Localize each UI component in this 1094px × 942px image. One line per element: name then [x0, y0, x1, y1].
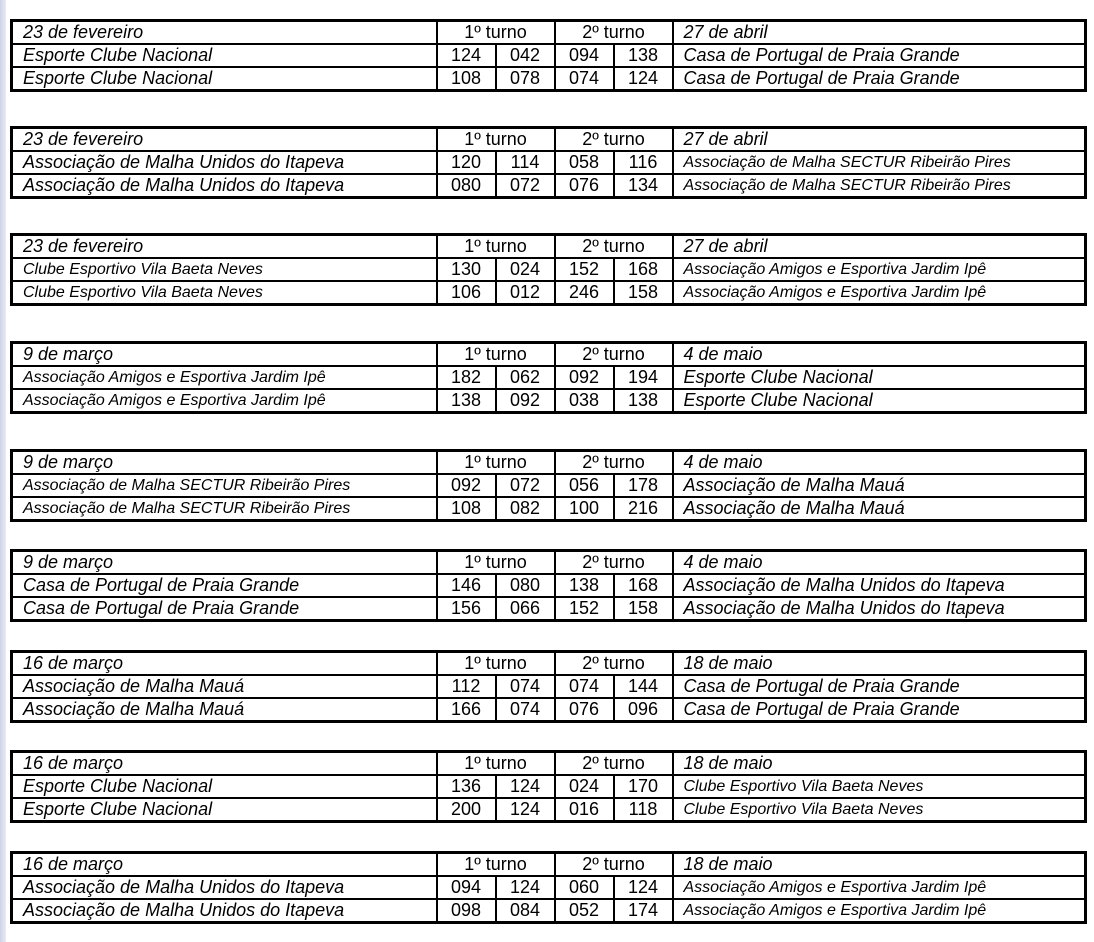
- score-cell: 194: [614, 366, 673, 389]
- match-table: [10, 851, 1087, 924]
- second-turn-label: 2º turno: [555, 652, 673, 676]
- team-left: Esporte Clube Nacional: [12, 775, 437, 798]
- match-header-row: [12, 21, 1086, 45]
- table-row: [12, 675, 1086, 698]
- score-cell: 130: [437, 258, 496, 281]
- table-row: [12, 258, 1086, 281]
- score-cell: 106: [437, 281, 496, 305]
- score-cell: 078: [496, 67, 555, 91]
- match-table: [10, 341, 1087, 414]
- score-cell: 158: [614, 597, 673, 621]
- date-first-turn: 9 de março: [12, 343, 437, 367]
- first-turn-label: 1º turno: [437, 853, 555, 877]
- date-second-turn: 27 de abril: [673, 128, 1086, 152]
- score-cell: 124: [437, 44, 496, 67]
- score-cell: 112: [437, 675, 496, 698]
- second-turn-label: 2º turno: [555, 853, 673, 877]
- score-cell: 246: [555, 281, 614, 305]
- score-cell: 092: [437, 474, 496, 497]
- score-cell: 168: [614, 258, 673, 281]
- date-second-turn: 4 de maio: [673, 551, 1086, 575]
- score-cell: 178: [614, 474, 673, 497]
- team-right: Associação Amigos e Esportiva Jardim Ipê: [673, 258, 1086, 281]
- score-cell: 146: [437, 574, 496, 597]
- team-left: Esporte Clube Nacional: [12, 67, 437, 91]
- team-left: Casa de Portugal de Praia Grande: [12, 597, 437, 621]
- score-cell: 156: [437, 597, 496, 621]
- team-right: Casa de Portugal de Praia Grande: [673, 44, 1086, 67]
- team-right: Associação de Malha Mauá: [673, 497, 1086, 521]
- team-right: Associação Amigos e Esportiva Jardim Ipê: [673, 899, 1086, 923]
- date-first-turn: 16 de março: [12, 853, 437, 877]
- team-left: Associação Amigos e Esportiva Jardim Ipê: [12, 366, 437, 389]
- score-cell: 094: [437, 876, 496, 899]
- score-cell: 116: [614, 151, 673, 174]
- team-right: Associação de Malha SECTUR Ribeirão Pires: [673, 151, 1086, 174]
- team-right: Associação de Malha Unidos do Itapeva: [673, 597, 1086, 621]
- first-turn-label: 1º turno: [437, 128, 555, 152]
- match-header-row: [12, 752, 1086, 776]
- score-cell: 134: [614, 174, 673, 198]
- score-cell: 092: [555, 366, 614, 389]
- score-cell: 042: [496, 44, 555, 67]
- table-row: [12, 281, 1086, 305]
- score-cell: 170: [614, 775, 673, 798]
- score-cell: 038: [555, 389, 614, 413]
- date-second-turn: 27 de abril: [673, 235, 1086, 259]
- score-cell: 216: [614, 497, 673, 521]
- second-turn-label: 2º turno: [555, 128, 673, 152]
- table-row: [12, 389, 1086, 413]
- score-cell: 138: [437, 389, 496, 413]
- second-turn-label: 2º turno: [555, 21, 673, 45]
- score-cell: 076: [555, 698, 614, 722]
- second-turn-label: 2º turno: [555, 235, 673, 259]
- team-right: Associação de Malha SECTUR Ribeirão Pires: [673, 174, 1086, 198]
- score-cell: 152: [555, 258, 614, 281]
- score-cell: 016: [555, 798, 614, 822]
- match-header-row: [12, 853, 1086, 877]
- date-second-turn: 18 de maio: [673, 652, 1086, 676]
- score-cell: 096: [614, 698, 673, 722]
- left-edge-strip: [0, 0, 6, 942]
- team-right: Casa de Portugal de Praia Grande: [673, 675, 1086, 698]
- score-cell: 114: [496, 151, 555, 174]
- team-right: Esporte Clube Nacional: [673, 366, 1086, 389]
- date-first-turn: 16 de março: [12, 652, 437, 676]
- team-left: Clube Esportivo Vila Baeta Neves: [12, 258, 437, 281]
- date-second-turn: 18 de maio: [673, 853, 1086, 877]
- first-turn-label: 1º turno: [437, 551, 555, 575]
- score-cell: 080: [496, 574, 555, 597]
- team-right: Associação de Malha Mauá: [673, 474, 1086, 497]
- team-right: Clube Esportivo Vila Baeta Neves: [673, 775, 1086, 798]
- score-cell: 062: [496, 366, 555, 389]
- score-cell: 074: [555, 675, 614, 698]
- team-left: Associação de Malha Unidos do Itapeva: [12, 151, 437, 174]
- team-left: Esporte Clube Nacional: [12, 798, 437, 822]
- team-right: Esporte Clube Nacional: [673, 389, 1086, 413]
- score-cell: 074: [555, 67, 614, 91]
- team-right: Clube Esportivo Vila Baeta Neves: [673, 798, 1086, 822]
- score-cell: 166: [437, 698, 496, 722]
- date-first-turn: 23 de fevereiro: [12, 128, 437, 152]
- score-cell: 182: [437, 366, 496, 389]
- score-cell: 138: [555, 574, 614, 597]
- date-first-turn: 16 de março: [12, 752, 437, 776]
- date-first-turn: 9 de março: [12, 551, 437, 575]
- team-left: Associação de Malha Mauá: [12, 675, 437, 698]
- score-cell: 120: [437, 151, 496, 174]
- score-cell: 168: [614, 574, 673, 597]
- match-table: [10, 750, 1087, 823]
- table-row: [12, 497, 1086, 521]
- match-table: [10, 19, 1087, 92]
- score-cell: 074: [496, 698, 555, 722]
- team-left: Clube Esportivo Vila Baeta Neves: [12, 281, 437, 305]
- score-cell: 056: [555, 474, 614, 497]
- date-first-turn: 23 de fevereiro: [12, 21, 437, 45]
- score-cell: 080: [437, 174, 496, 198]
- score-cell: 082: [496, 497, 555, 521]
- score-cell: 024: [555, 775, 614, 798]
- date-first-turn: 9 de março: [12, 451, 437, 475]
- score-cell: 092: [496, 389, 555, 413]
- score-cell: 144: [614, 675, 673, 698]
- score-cell: 076: [555, 174, 614, 198]
- score-cell: 084: [496, 899, 555, 923]
- table-row: [12, 597, 1086, 621]
- table-row: [12, 574, 1086, 597]
- team-right: Associação Amigos e Esportiva Jardim Ipê: [673, 281, 1086, 305]
- score-cell: 152: [555, 597, 614, 621]
- team-right: Casa de Portugal de Praia Grande: [673, 67, 1086, 91]
- table-row: [12, 474, 1086, 497]
- team-left: Associação de Malha SECTUR Ribeirão Pires: [12, 474, 437, 497]
- table-row: [12, 174, 1086, 198]
- match-header-row: [12, 235, 1086, 259]
- score-cell: 158: [614, 281, 673, 305]
- score-cell: 136: [437, 775, 496, 798]
- table-row: [12, 775, 1086, 798]
- score-cell: 098: [437, 899, 496, 923]
- team-left: Associação de Malha SECTUR Ribeirão Pires: [12, 497, 437, 521]
- table-row: [12, 876, 1086, 899]
- first-turn-label: 1º turno: [437, 451, 555, 475]
- first-turn-label: 1º turno: [437, 21, 555, 45]
- score-cell: 074: [496, 675, 555, 698]
- score-cell: 124: [614, 876, 673, 899]
- score-cell: 066: [496, 597, 555, 621]
- score-cell: 124: [496, 775, 555, 798]
- team-right: Associação de Malha Unidos do Itapeva: [673, 574, 1086, 597]
- score-cell: 058: [555, 151, 614, 174]
- team-left: Associação de Malha Unidos do Itapeva: [12, 174, 437, 198]
- table-row: [12, 899, 1086, 923]
- table-row: [12, 366, 1086, 389]
- team-left: Associação Amigos e Esportiva Jardim Ipê: [12, 389, 437, 413]
- second-turn-label: 2º turno: [555, 343, 673, 367]
- score-cell: 138: [614, 44, 673, 67]
- match-header-row: [12, 652, 1086, 676]
- table-row: [12, 151, 1086, 174]
- table-row: [12, 698, 1086, 722]
- team-left: Esporte Clube Nacional: [12, 44, 437, 67]
- first-turn-label: 1º turno: [437, 652, 555, 676]
- score-cell: 124: [496, 876, 555, 899]
- table-row: [12, 67, 1086, 91]
- team-left: Associação de Malha Unidos do Itapeva: [12, 876, 437, 899]
- match-table: [10, 650, 1087, 723]
- team-left: Casa de Portugal de Praia Grande: [12, 574, 437, 597]
- team-right: Casa de Portugal de Praia Grande: [673, 698, 1086, 722]
- date-second-turn: 4 de maio: [673, 343, 1086, 367]
- match-table: [10, 549, 1087, 622]
- score-cell: 108: [437, 67, 496, 91]
- date-second-turn: 4 de maio: [673, 451, 1086, 475]
- score-cell: 052: [555, 899, 614, 923]
- score-cell: 124: [614, 67, 673, 91]
- score-cell: 072: [496, 474, 555, 497]
- first-turn-label: 1º turno: [437, 235, 555, 259]
- second-turn-label: 2º turno: [555, 451, 673, 475]
- score-cell: 200: [437, 798, 496, 822]
- second-turn-label: 2º turno: [555, 551, 673, 575]
- match-header-row: [12, 343, 1086, 367]
- team-right: Associação Amigos e Esportiva Jardim Ipê: [673, 876, 1086, 899]
- match-header-row: [12, 128, 1086, 152]
- date-second-turn: 18 de maio: [673, 752, 1086, 776]
- score-cell: 108: [437, 497, 496, 521]
- team-left: Associação de Malha Mauá: [12, 698, 437, 722]
- score-cell: 138: [614, 389, 673, 413]
- score-cell: 124: [496, 798, 555, 822]
- match-table: [10, 449, 1087, 522]
- table-row: [12, 798, 1086, 822]
- score-cell: 118: [614, 798, 673, 822]
- score-cell: 094: [555, 44, 614, 67]
- score-cell: 060: [555, 876, 614, 899]
- team-left: Associação de Malha Unidos do Itapeva: [12, 899, 437, 923]
- date-first-turn: 23 de fevereiro: [12, 235, 437, 259]
- match-header-row: [12, 451, 1086, 475]
- match-table: [10, 126, 1087, 199]
- first-turn-label: 1º turno: [437, 752, 555, 776]
- first-turn-label: 1º turno: [437, 343, 555, 367]
- score-cell: 072: [496, 174, 555, 198]
- score-cell: 174: [614, 899, 673, 923]
- match-header-row: [12, 551, 1086, 575]
- table-row: [12, 44, 1086, 67]
- match-table: [10, 233, 1087, 306]
- score-cell: 100: [555, 497, 614, 521]
- second-turn-label: 2º turno: [555, 752, 673, 776]
- score-cell: 024: [496, 258, 555, 281]
- score-cell: 012: [496, 281, 555, 305]
- date-second-turn: 27 de abril: [673, 21, 1086, 45]
